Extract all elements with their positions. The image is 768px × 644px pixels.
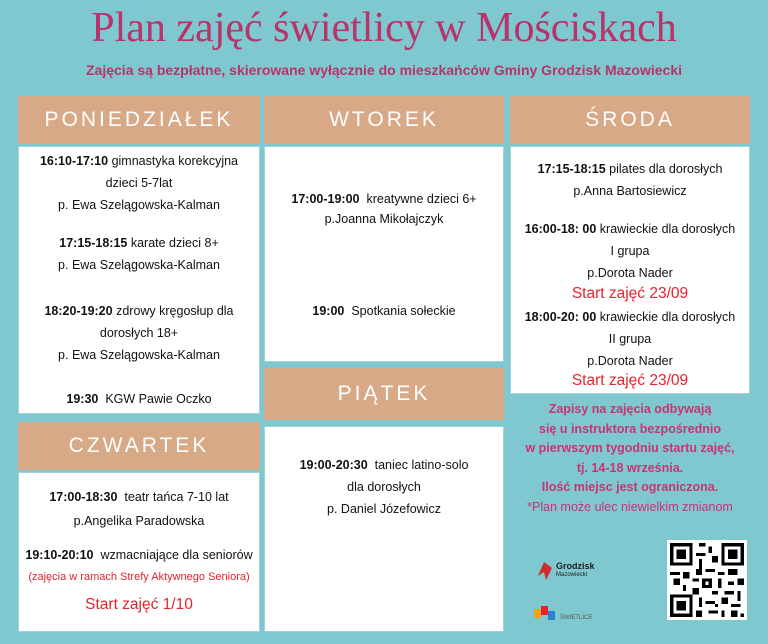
thursday-b-note: (zajęcia w ramach Strefy Aktywnego Seniora): [28, 571, 250, 583]
thursday-b-time: 19:10-20:10: [25, 548, 94, 562]
monday-c-name2: dorosłych 18+: [99, 326, 179, 340]
enrollment-note: [505, 400, 755, 517]
wednesday-c-start: Start zajęć 23/09: [571, 372, 689, 389]
tuesday-b-name: Spotkania sołeckie: [351, 304, 456, 318]
note-line6: *Plan może ulec niewielkim zmianom: [527, 499, 733, 514]
monday-b-name: karate dzieci 8+: [130, 236, 219, 250]
wednesday-a-teacher: p.Anna Bartosiewicz: [573, 184, 687, 198]
note-line1: Zapisy na zajęcia odbywają: [548, 402, 712, 416]
note-line2: się u instruktora bezpośrednio: [539, 421, 721, 436]
wednesday-b-teacher: p.Dorota Nader: [587, 266, 673, 280]
wednesday-c-time: 18:00-20: 00: [524, 310, 597, 324]
monday-schedule: [18, 146, 260, 414]
wednesday-c-teacher: p.Dorota Nader: [587, 354, 673, 368]
thursday-schedule: [18, 472, 260, 632]
wednesday-a-time: 17:15-18:15: [537, 162, 606, 176]
thursday-header-label: CZWARTEK: [68, 434, 210, 457]
friday-schedule: [264, 426, 504, 632]
swietlice-logo: [534, 606, 592, 622]
wednesday-c-group: II grupa: [608, 332, 652, 346]
grodzisk-logo-text1: Grodzisk: [556, 561, 595, 571]
monday-header: [18, 96, 260, 144]
monday-header-label: PONIEDZIAŁEK: [44, 108, 234, 131]
thursday-header: [18, 422, 260, 470]
swietlice-emblem-icon: [534, 606, 556, 622]
thursday-b-start: Start zajęć 1/10: [85, 596, 193, 613]
page-title: Plan zajęć świetlicy w Mościskach: [91, 5, 677, 51]
tuesday-a-name: kreatywne dzieci 6+: [366, 192, 477, 206]
wednesday-header: [510, 96, 750, 144]
grodzisk-emblem-icon: [536, 562, 552, 580]
monday-a-name2: dzieci 5-7lat: [105, 176, 173, 190]
tuesday-b-time: 19:00: [312, 304, 345, 318]
friday-a-name: taniec latino-solo: [374, 458, 469, 472]
thursday-a-teacher: p.Angelika Paradowska: [73, 514, 205, 528]
wednesday-header-label: ŚRODA: [585, 108, 675, 131]
monday-c-teacher: p. Ewa Szelągowska-Kalman: [58, 348, 220, 362]
monday-d-name: KGW Pawie Oczko: [105, 392, 212, 406]
thursday-a-time: 17:00-18:30: [49, 490, 118, 504]
tuesday-schedule: [264, 146, 504, 362]
monday-c-time: 18:20-19:20: [44, 304, 113, 318]
wednesday-schedule: [510, 146, 750, 394]
tuesday-a-time: 17:00-19:00: [291, 192, 360, 206]
swietlice-logo-text: ŚWIETLICE: [560, 615, 593, 621]
note-line3: w pierwszym tygodniu startu zajęć,: [525, 441, 735, 455]
grodzisk-logo-text2: Mazowiecki: [556, 572, 588, 578]
qr-code-icon: [667, 540, 747, 620]
note-line5: Ilość miejsc jest ograniczona.: [541, 480, 719, 494]
page-subtitle: Zajęcia są bezpłatne, skierowane wyłącznie do mieszkańców Gminy Grodzisk Mazowiecki: [86, 62, 682, 78]
tuesday-a-teacher: p.Joanna Mikołajczyk: [324, 212, 444, 226]
tuesday-header-label: WTOREK: [329, 108, 439, 131]
friday-a-time: 19:00-20:30: [299, 458, 368, 472]
grodzisk-logo: [536, 562, 595, 580]
friday-header: [264, 368, 504, 420]
monday-b-teacher: p. Ewa Szelągowska-Kalman: [58, 258, 220, 272]
thursday-a-name: teatr tańca 7-10 lat: [124, 490, 229, 504]
thursday-b-name: wzmacniające dla seniorów: [100, 548, 253, 562]
note-line4: tj. 14-18 września.: [576, 460, 684, 475]
wednesday-b-time: 16:00-18: 00: [524, 222, 597, 236]
qr-code: [667, 540, 747, 620]
monday-b-time: 17:15-18:15: [59, 236, 128, 250]
wednesday-a-name: pilates dla dorosłych: [609, 162, 723, 176]
wednesday-b-start: Start zajęć 23/09: [571, 285, 689, 302]
monday-a-teacher: p. Ewa Szelągowska-Kalman: [58, 198, 220, 212]
friday-a-teacher: p. Daniel Józefowicz: [327, 502, 441, 516]
tuesday-header: [264, 96, 504, 144]
monday-a-time: 16:10-17:10: [39, 154, 109, 168]
friday-a-name2: dla dorosłych: [347, 480, 421, 494]
wednesday-b-group: I grupa: [610, 244, 650, 258]
wednesday-c-name: krawieckie dla dorosłych: [599, 310, 736, 324]
monday-c-name: zdrowy kręgosłup dla: [116, 304, 234, 318]
wednesday-b-name: krawieckie dla dorosłych: [599, 222, 736, 236]
friday-header-label: PIĄTEK: [337, 382, 431, 405]
monday-a-name: gimnastyka korekcyjna: [111, 154, 239, 168]
monday-d-time: 19:30: [66, 392, 99, 406]
